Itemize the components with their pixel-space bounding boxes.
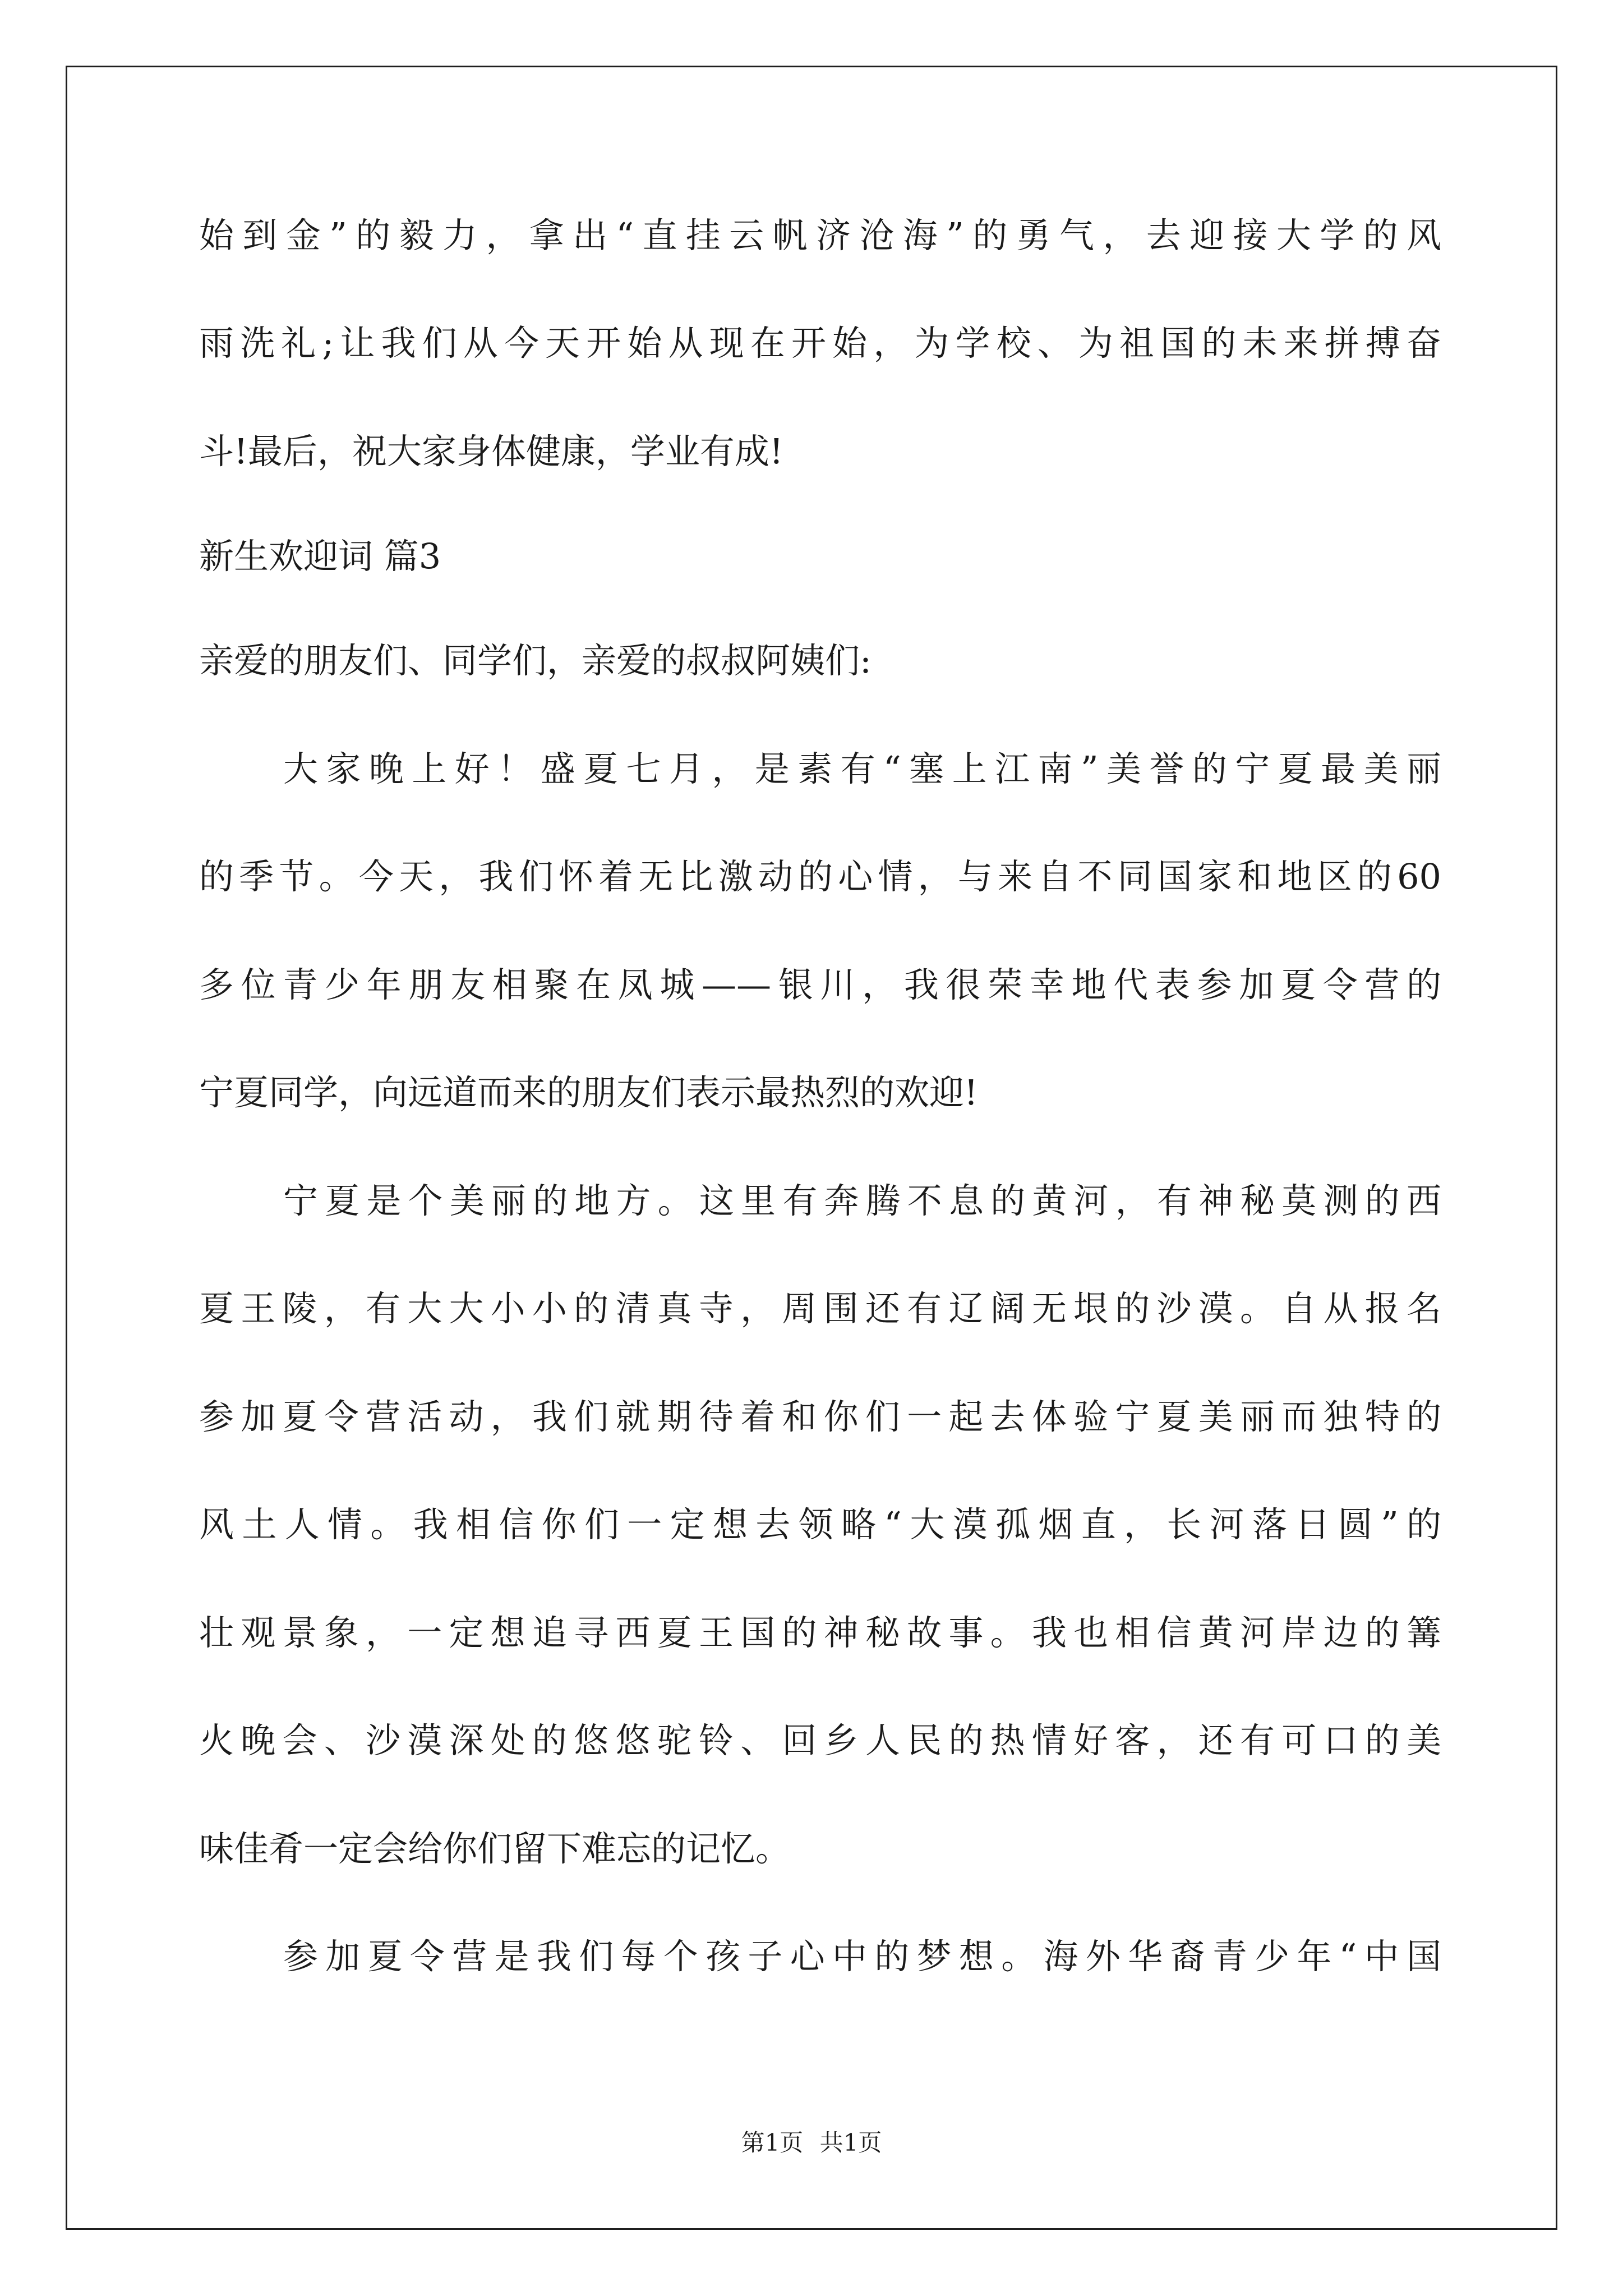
text-line: 雨洗礼;让我们从今天开始从现在开始，为学校、为祖国的未来拼搏奋 [199,323,1441,364]
paragraph-line: 火晚会、沙漠深处的悠悠驼铃、回乡人民的热情好客，还有可口的美 [199,1720,1441,1761]
page-number: 第1页 [741,2129,804,2156]
paragraph-line: 参加夏令营活动，我们就期待着和你们一起去体验宁夏美丽而独特的 [199,1396,1441,1437]
text-line: 始到金”的毅力，拿出“直挂云帆济沧海”的勇气，去迎接大学的风 [199,215,1441,256]
paragraph-line: 参加夏令营是我们每个孩子心中的梦想。海外华裔青少年“中国 [283,1936,1441,1977]
paragraph-line: 壮观景象，一定想追寻西夏王国的神秘故事。我也相信黄河岸边的篝 [199,1612,1441,1653]
paragraph-line: 的季节。今天，我们怀着无比激动的心情，与来自不同国家和地区的60 [199,856,1441,897]
paragraph-line: 大家晚上好！盛夏七月，是素有“塞上江南”美誉的宁夏最美丽 [283,748,1441,789]
section-heading: 新生欢迎词 篇3 [199,536,441,577]
salutation: 亲爱的朋友们、同学们，亲爱的叔叔阿姨们: [199,640,872,681]
paragraph-line: 味佳肴一定会给你们留下难忘的记忆。 [199,1828,791,1869]
paragraph-line: 多位青少年朋友相聚在凤城——银川，我很荣幸地代表参加夏令营的 [199,964,1441,1005]
paragraph-line: 宁夏同学，向远道而来的朋友们表示最热烈的欢迎! [199,1072,978,1113]
paragraph-line: 夏王陵，有大大小小的清真寺，周围还有辽阔无垠的沙漠。自从报名 [199,1288,1441,1329]
page-footer [0,2126,1623,2160]
page-total: 共1页 [819,2129,882,2156]
paragraph-line: 宁夏是个美丽的地方。这里有奔腾不息的黄河，有神秘莫测的西 [283,1180,1441,1221]
page-border [66,66,1557,2230]
paragraph-line: 风土人情。我相信你们一定想去领略“大漠孤烟直，长河落日圆”的 [199,1504,1441,1545]
text-line: 斗!最后，祝大家身体健康，学业有成! [199,431,783,472]
